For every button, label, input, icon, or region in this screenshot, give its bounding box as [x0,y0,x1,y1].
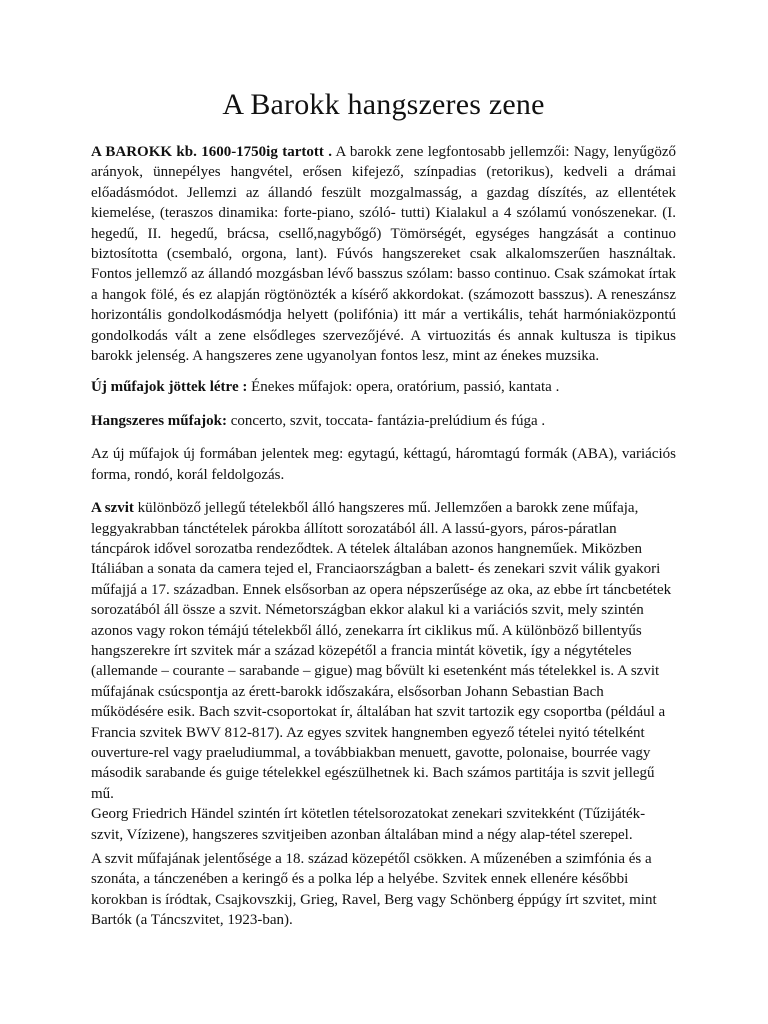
new-genres-label: Új műfajok jöttek létre : [91,379,248,396]
intro-lead: A BAROKK kb. 1600-1750ig tartott . [91,144,332,160]
instrumental-genres-paragraph [91,411,676,431]
intro-text: A barokk zene legfontosabb jellemzői: Nagy, lenyűgöző arányok, ünnepélyes hangvétel, erősen kifejező, színpadias (retorikus), kedveli a drámai előadásmódot. Jellemzi az állandó feszült mozgalmasság, a gazdag díszítés, az ellentétek kiemelése, (teraszos dinamika: forte-piano, szóló- tutti) Kialakul a 4 szólamú vonószenekar. (I. hegedű, II. hegedű, brácsa, csellő,nagybőgő) Tömörségét, egységes hangzását a continuo biztosította (csembaló, orgona, lant). Fúvós hangszereket csak alkalomszerűen használtak. Fontos jellemző az állandó mozgásban lévő basszus szólam: basso continuo. Csak számokat írtak a hangok fölé, és ez alapján rögtönözték a kísérő akkordokat. (számozott basszus). A reneszánsz horizontális gondolkodásmódja helyett (polifónia) itt már a vertikális, tehát harmóniaközpontú gondolkodás vált a zene elsődleges szervezőjévé. A virtuozitás és annak kultusza is tipikus barokk jelenség. A hangszeres zene ugyanolyan fontos lesz, mint az énekes muzsika. [91,144,676,365]
handel-paragraph: Georg Friedrich Händel szintén írt kötetlen tételsorozatokat zenekari szvitekként (Tűzijáték-szvit, Vízizene), hangszeres szvitjeiben azonban általában mind a négy alap-tétel szerepel. [91,806,646,843]
new-genres-paragraph [91,377,676,397]
instrumental-genres-text: concerto, szvit, toccata- fantázia-prelúdium és fúga . [226,412,546,429]
decline-paragraph: A szvit műfajának jelentősége a 18. század közepétől csökken. A műzenében a szimfónia és a szonáta, a tánczenében a keringő és a polka lép a helyébe. Szvitek ennek ellenére későbbi korokban is íródtak, Csajkovszkij, Grieg, Ravel, Berg vagy Schönberg éppúgy írt szvitet, mint Bartók (a Táncszvitet, 1923-ban). [91,851,657,929]
intro-paragraph [91,142,676,366]
document-title: A Barokk hangszeres zene [222,88,545,121]
new-genres-text: Énekes műfajok: opera, oratórium, passió, kantata . [247,379,560,396]
suite-paragraph [91,498,676,804]
suite-text: különböző jellegű tételekből álló hangszeres mű. Jellemzően a barokk zene műfaja, leggyakrabban tánctételek párokba állított sorozatából áll. A lassú-gyors, páros-páratlan táncpárok idővel sorozatba rendeződtek. A tételek általában azonos hangneműek. Miközben Itáliában a sonata da camera tejed el, Franciaországban a balett- és zenekari szvit válik gyakori műfajjá a 17. században. Ennek elsősorban az opera népszerűsége az oka, az ebbe írt táncbetétek sorozatából áll össze a szvit. Németországban ekkor alakul ki a variációs szvit, mely szintén azonos vagy rokon témájú tételekből álló, zenekarra írt ciklikus mű. A különböző billentyűs hangszerekre írt szvitek már a század közepétől a francia mintát követik, így a négytételes (allemande – courante – sarabande – gigue) mag bővült ki esetenként más tételekkel is. A szvit műfajának csúcspontja az érett-barokk időszakára, elsősorban Johann Sebastian Bach működésére esik. Bach szvit-csoportokat ír, általában hat szvit tartozik egy csoportba (például a Francia szvitek BWV 812-817). Az egyes szvitek hangnemben egyező tételei nyitó tételként ouverture-rel vagy praeludiummal, a továbbiakban menuett, gavotte, polonaise, bourrée vagy második sarabande és guige tételekkel egészülhetnek ki. Bach számos partitája is szvit jellegű mű. [91,500,672,802]
suite-lead: A szvit [91,500,134,517]
forms-paragraph: Az új műfajok új formában jelentek meg: egytagú, kéttagú, háromtagú formák (ABA), variációs forma, rondó, korál feldolgozás. [91,446,676,483]
instrumental-genres-label: Hangszeres műfajok: [91,412,227,429]
